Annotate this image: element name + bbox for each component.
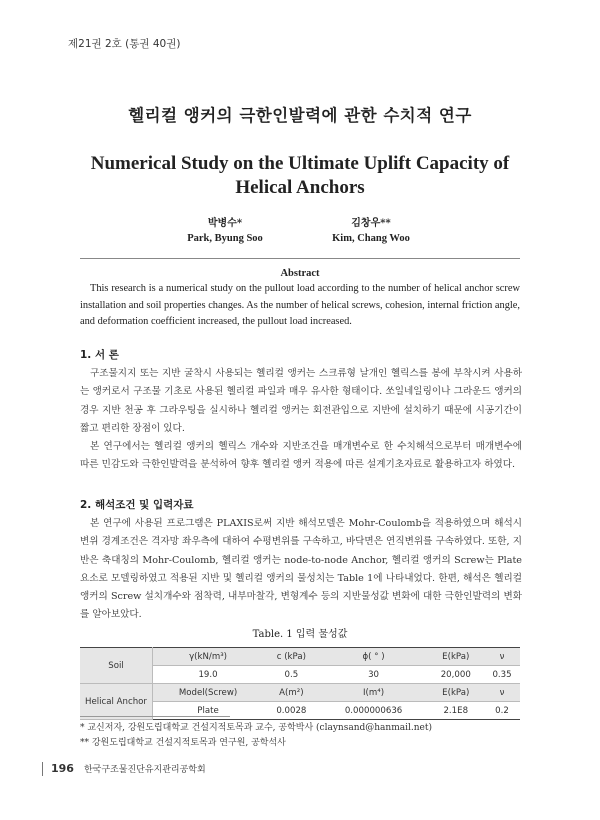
- table-caption: Table. 1 입력 물성값: [252, 629, 348, 640]
- table-row: [80, 684, 520, 702]
- table-cell: 2.1E8: [428, 702, 485, 720]
- section-1-para-2: 본 연구에서는 헬리컬 앵커의 헬릭스 개수와 지반조건을 매개변수로 한 수치해석으로부터 매개변수에 따른 민감도와 극한인발력을 분석하여 향후 헬리컬 앵커 적용에 따른 설계기초자료로 활용하고자 하였다.: [80, 441, 522, 471]
- table-cell: 0.0028: [263, 702, 320, 720]
- footnote-1: * 교신저자, 강원도립대학교 건설지적토목과 교수, 공학박사 (claynsand@hanmail.net): [80, 723, 432, 733]
- table-header-cell: A(m²): [263, 684, 320, 702]
- footnote-divider: [80, 716, 230, 717]
- soil-label: Soil: [80, 648, 153, 684]
- table-header-cell: I(m⁴): [320, 684, 428, 702]
- author-2: [326, 216, 416, 246]
- table-header-cell: ν: [484, 684, 520, 702]
- table-cell: 0.5: [263, 666, 320, 684]
- table-cell: 30: [320, 666, 428, 684]
- title-korean: 헬리컬 앵커의 극한인발력에 관한 수치적 연구: [128, 106, 472, 125]
- table-row: [80, 648, 520, 666]
- author-2-name-en: Kim, Chang Woo: [332, 233, 410, 244]
- properties-table: [80, 647, 520, 720]
- section-2-heading: 2. 해석조건 및 입력자료: [80, 499, 194, 511]
- table-header-cell: ν: [484, 648, 520, 666]
- abstract-text: This research is a numerical study on the pullout load according to the number of helical anchor screw installation and soil properties changes. As the number of helical screws, cohesion, internal friction angle, and deformation coefficient increased, the pullout load increased.: [80, 283, 520, 327]
- table-header-cell: c (kPa): [263, 648, 320, 666]
- journal-issue: 제21권 2호 (통권 40권): [68, 38, 181, 50]
- table-header-cell: γ(kN/m³): [153, 648, 264, 666]
- table-cell: 19.0: [153, 666, 264, 684]
- author-1: [180, 216, 270, 246]
- table-header-cell: E(kPa): [428, 648, 485, 666]
- footnote-2: ** 강원도립대학교 건설지적토목과 연구원, 공학석사: [80, 738, 286, 748]
- page-number: 196: [51, 762, 74, 775]
- table-cell: Plate: [153, 702, 264, 720]
- helical-anchor-label: Helical Anchor: [80, 684, 153, 720]
- table-header-cell: E(kPa): [428, 684, 485, 702]
- table-cell: 0.2: [484, 702, 520, 720]
- footer-bar: [42, 762, 43, 776]
- page-footer: [42, 762, 206, 776]
- section-2-para-1: 본 연구에 사용된 프로그램은 PLAXIS로써 지반 해석모델은 Mohr-Coulomb을 적용하였으며 해석시 변위 경계조건은 격자망 좌우측에 대하여 수평변위를 구속하고, 바닥면은 연직변위를 구속하였다. 또한, 지반은 축대칭의 Mohr-Coulomb, 헬리컬 앵커는 node-to-node Anchor, 헬리컬 앵커의 Screw는 Plate 요소로 모델링하였고 적용된 지반 및 헬리컬 앵커의 물성치는 Table 1에 나타내었다. 한편, 해석은 헬리컬 앵커의 Screw 설치개수와 점착력, 내부마찰각, 변형계수 등의 지반물성값 변화에 대한 극한인발력의 변화를 알아보았다.: [80, 518, 522, 621]
- divider: [80, 258, 520, 259]
- table-header-cell: ϕ( ° ): [320, 648, 428, 666]
- section-1-heading: 1. 서 론: [80, 349, 119, 361]
- table-cell: 0.000000636: [320, 702, 428, 720]
- section-1-para-1: 구조물지지 또는 지반 굴착시 사용되는 헬리컬 앵커는 스크류형 날개인 헬릭스를 봉에 부착시켜 사용하는 앵커로서 구조물 기초로 사용된 헬리컬 파일과 매우 유사한 형태이다. 쏘일네일링이나 그라운드 앵커의 경우 지반 천공 후 그라우팅을 실시하나 헬리컬 앵커는 회전관입으로 지반에 설치하기 때문에 시공기간이 짧고 편리한 장점이 있다.: [80, 368, 522, 434]
- publisher-name: 한국구조물진단유지관리공학회: [83, 765, 206, 775]
- title-english: Numerical Study on the Ultimate Uplift Capacity of Helical Anchors: [90, 153, 510, 198]
- author-1-name-ko: 박병수*: [207, 218, 243, 229]
- table-header-cell: Model(Screw): [153, 684, 264, 702]
- table-cell: 20,000: [428, 666, 485, 684]
- abstract-heading: Abstract: [280, 268, 320, 279]
- author-2-name-ko: 김창우**: [351, 218, 391, 229]
- table-cell: 0.35: [484, 666, 520, 684]
- author-1-name-en: Park, Byung Soo: [187, 233, 263, 244]
